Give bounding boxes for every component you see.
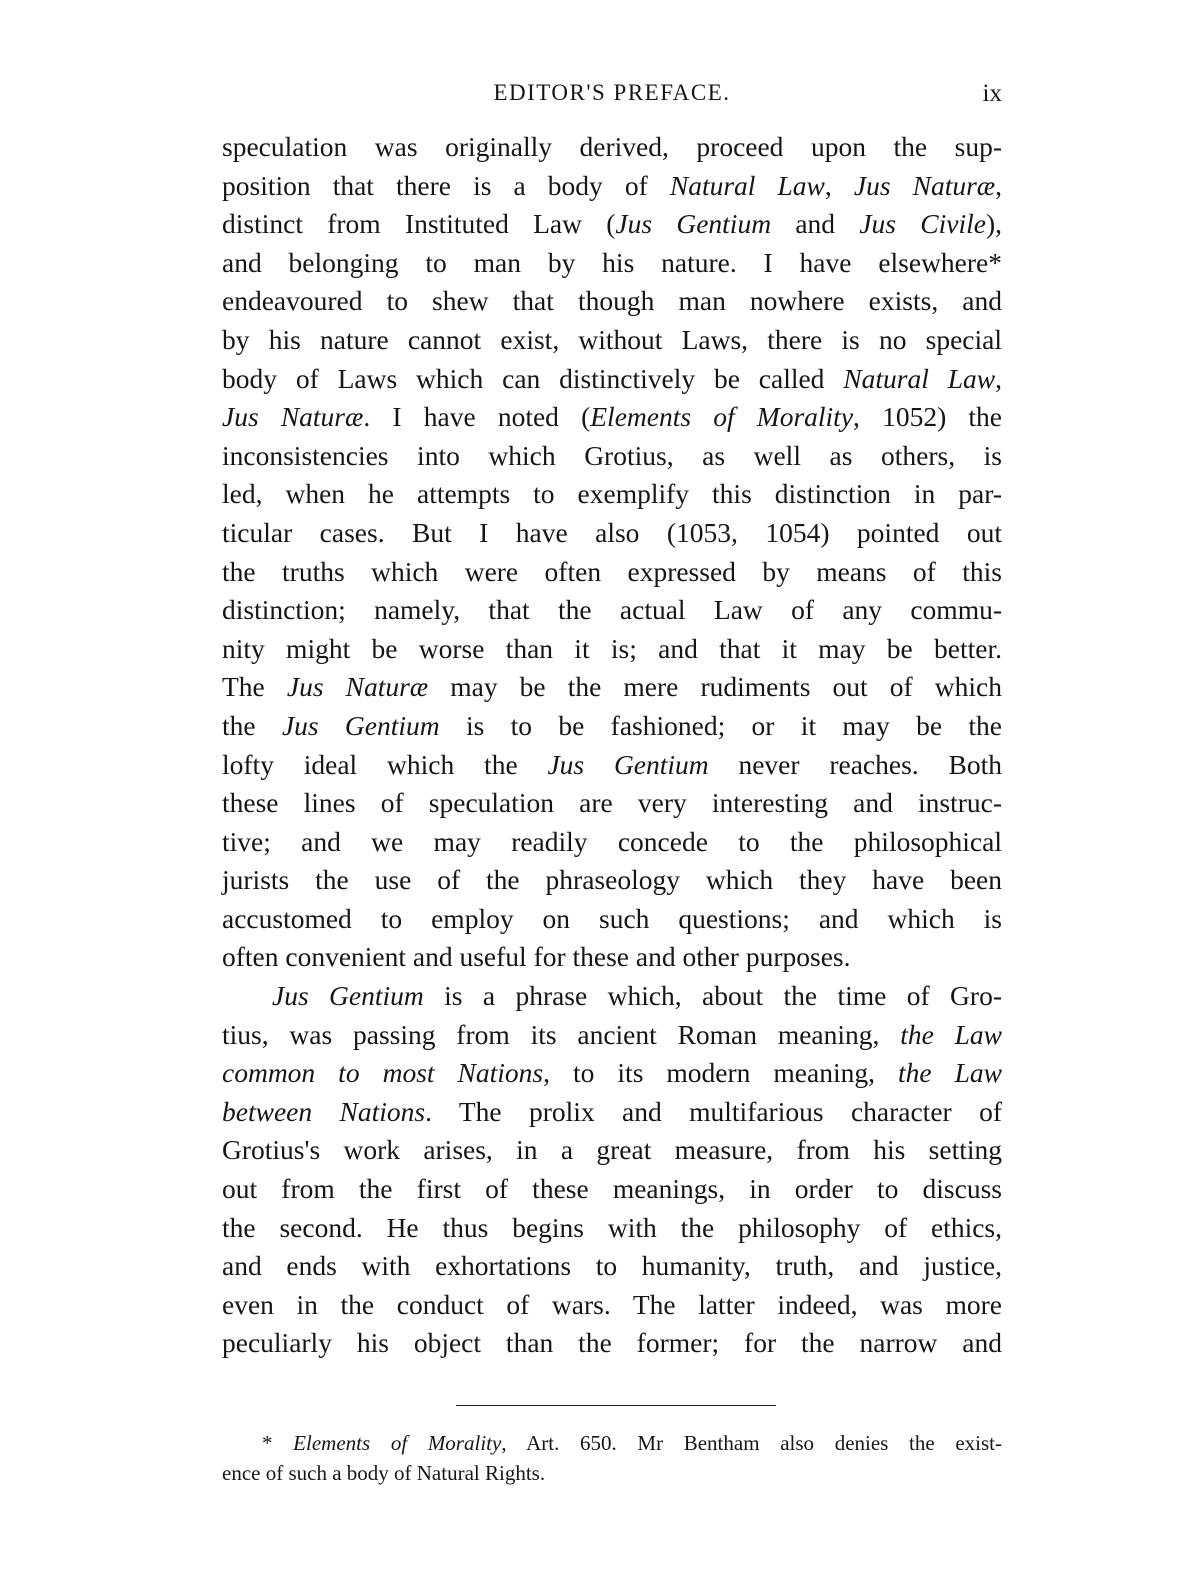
text-line: accustomed to employ on such questions; and which is: [222, 902, 1002, 934]
footnote-line: ence of such a body of Natural Rights.: [222, 1461, 546, 1485]
footnote: [222, 1428, 1002, 1488]
page-number: ix: [982, 80, 1002, 107]
text-line: often convenient and useful for these and other purposes.: [222, 941, 851, 973]
text-line: jurists the use of the phraseology which they have been: [222, 864, 1002, 896]
text-line: Jus Naturæ. I have noted (Elements of Morality, 1052) the: [222, 401, 1003, 433]
text-line: Jus Gentium is a phrase which, about the time of Gro-: [272, 980, 1002, 1012]
text-line: by his nature cannot exist, without Laws, there is no special: [222, 323, 1002, 355]
text-line: position that there is a body of Natural Law, Jus Naturæ,: [222, 169, 1003, 201]
text-line: between Nations. The prolix and multifarious character of: [222, 1095, 1002, 1127]
text-line: inconsistencies into which Grotius, as well as others, is: [222, 439, 1002, 471]
text-line: tive; and we may readily concede to the philosophical: [222, 825, 1002, 857]
text-line: tius, was passing from its ancient Roman meaning, the Law: [222, 1018, 1003, 1050]
text-line: body of Laws which can distinctively be called Natural Law,: [222, 362, 1002, 394]
text-line: nity might be worse than it is; and that it may be better.: [222, 632, 1002, 664]
text-line: the truths which were often expressed by means of this: [222, 555, 1002, 587]
text-line: and ends with exhortations to humanity, truth, and justice,: [222, 1250, 1002, 1282]
text-line: ticular cases. But I have also (1053, 1054) pointed out: [222, 516, 1002, 548]
text-line: and belonging to man by his nature. I have elsewhere*: [222, 246, 1002, 278]
text-line: led, when he attempts to exemplify this distinction in par-: [222, 478, 1002, 510]
text-line: lofty ideal which the Jus Gentium never reaches. Both: [222, 748, 1002, 780]
body-text: [222, 128, 1002, 1363]
text-line: distinct from Instituted Law (Jus Gentium and Jus Civile),: [222, 208, 1002, 240]
running-head: [222, 72, 1002, 112]
text-line: the second. He thus begins with the philosophy of ethics,: [222, 1211, 1002, 1243]
text-line: out from the first of these meanings, in order to discuss: [222, 1173, 1002, 1205]
text-line: these lines of speculation are very interesting and instruc-: [222, 787, 1002, 819]
text-line: even in the conduct of wars. The latter indeed, was more: [222, 1288, 1002, 1320]
text-line: common to most Nations, to its modern meaning, the Law: [222, 1057, 1002, 1089]
running-title: EDITOR'S PREFACE.: [493, 80, 731, 105]
text-line: the Jus Gentium is to be fashioned; or it may be the: [222, 709, 1002, 741]
text-line: distinction; namely, that the actual Law of any commu-: [222, 594, 1002, 626]
text-line: The Jus Naturæ may be the mere rudiments out of which: [222, 671, 1002, 703]
text-line: Grotius's work arises, in a great measure, from his setting: [222, 1134, 1002, 1166]
text-line: endeavoured to shew that though man nowhere exists, and: [222, 285, 1002, 317]
text-line: peculiarly his object than the former; for the narrow and: [222, 1327, 1002, 1359]
footnote-line: * Elements of Morality, Art. 650. Mr Bentham also denies the exist-: [262, 1431, 1002, 1455]
footnote-rule: [456, 1405, 776, 1406]
text-line: speculation was originally derived, proceed upon the sup-: [222, 131, 1002, 162]
